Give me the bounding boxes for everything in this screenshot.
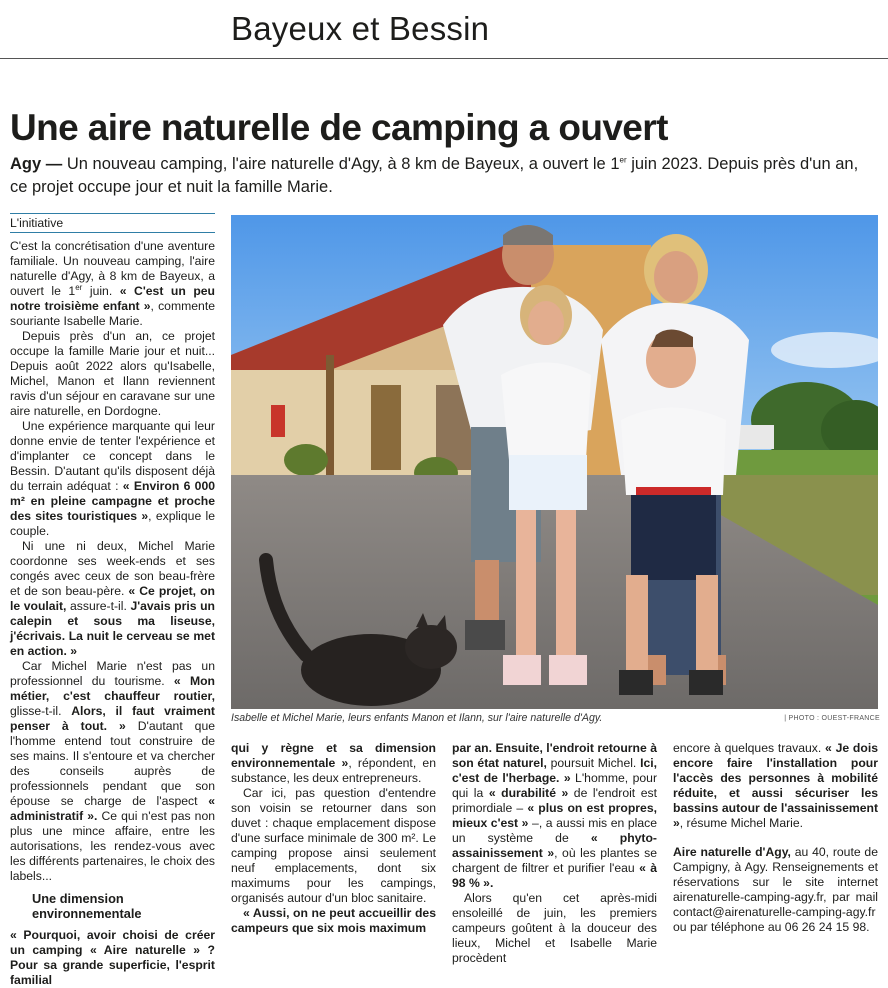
section-header (0, 0, 888, 59)
article-column-1 (10, 239, 215, 988)
col1-paragraph-3: Une expérience marquante qui leur donne envie de tenter l'expérience et d'implanter ce concept dans le Bessin. D'autant qu'ils disposent déjà du terrain adéquat : « Environ 6 000 m² en pleine campagne et proche des sites touristiques », explique le couple. (10, 419, 215, 538)
kicker-label: L'initiative (10, 213, 215, 233)
family-photo (231, 215, 878, 709)
col2-paragraph-3: « Aussi, on ne peut accueillir des campeurs que six mois maximum (231, 906, 436, 935)
article-column-2 (231, 741, 436, 936)
col2-paragraph-1: qui y règne et sa dimension environnementale », répondent, en substance, les deux entrepreneurs. (231, 741, 436, 785)
photo-caption: Isabelle et Michel Marie, leurs enfants Manon et Ilann, sur l'aire naturelle d'Agy. (231, 712, 603, 724)
article-lede (10, 153, 880, 199)
article-column-4 (673, 741, 878, 935)
lede-text-2: juin 2023. Depuis près d'un an, ce projet occupe jour et nuit la famille Marie. (10, 155, 859, 196)
col3-paragraph-1: par an. Ensuite, l'endroit retourne à son état naturel, poursuit Michel. Ici, c'est de l'herbage. » L'homme, pour qui la « durabilité » de l'endroit est primordiale – « plus on est propres, mieux c'est » –, a aussi mis en place un système de « phyto-assainissement », où les plantes se chargent de filtrer et purifier l'eau « à 98 % ». (452, 741, 658, 890)
col1-paragraph-5: Car Michel Marie n'est pas un professionnel du tourisme. « Mon métier, c'est chauffeur routier, glisse-t-il. Alors, il faut vraiment penser à tout. » D'autant que l'homme entend tout construire de ses mains. Il s'entoure et va chercher des conseils auprès de professionnels pendant que son épouse se charge de l'aspect « administratif ». Ce qui n'est pas non plus une mince affaire, entre les autorisations, les rendez-vous avec les différents partenaires, le choix des labels... (10, 659, 216, 883)
subhead-dimension: Une dimension environnementale (32, 891, 142, 921)
lede-place: Agy — (10, 155, 63, 173)
col1-paragraph-1: C'est la concrétisation d'une aventure familiale. Un nouveau camping, l'aire naturelle d'Agy, à 8 km de Bayeux, a ouvert le 1er juin. « C'est un peu notre troisième enfant », commente souriante Isabelle Marie. (10, 239, 215, 328)
photo-credit: | PHOTO : OUEST-FRANCE (784, 715, 880, 722)
col3-paragraph-2: Alors qu'en cet après-midi ensoleillé de juin, les premiers campeurs goûtent à la douceur des lieux, Michel et Isabelle Marie procèdent (452, 891, 657, 965)
col1-paragraph-2: Depuis près d'un an, ce projet occupe la famille Marie jour et nuit... Depuis août 2022 alors qu'Isabelle, Michel, Manon et Ilann reviennent ravis d'un séjour en caravane sur une aire naturelle, en Dordogne. (10, 329, 215, 418)
lede-text-1: Un nouveau camping, l'aire naturelle d'Agy, à 8 km de Bayeux, a ouvert le 1 (62, 155, 620, 173)
article-column-3 (452, 741, 657, 966)
col1-paragraph-6: « Pourquoi, avoir choisi de créer un camping « Aire naturelle » ? Pour sa grande superficie, l'esprit familial (10, 928, 215, 987)
col1-paragraph-4: Ni une ni deux, Michel Marie coordonne ses week-ends et ses congés avec ceux de son beau-frère et de son beau-père. « Ce projet, on le voulait, assure-t-il. J'avais pris un calepin et sous ma liseuse, j'écrivais. La nuit le cerveau se met en action. » (10, 539, 215, 658)
col2-paragraph-2: Car ici, pas question d'entendre son voisin se retourner dans son duvet : chaque emplacement dispose d'une surface minimale de 300 m². Le camping propose ainsi seulement neuf emplacements, dont six maximums pour les campings, organisés autour d'un bloc sanitaire. (231, 786, 436, 905)
lede-sup: er (619, 155, 627, 165)
article-headline: Une aire naturelle de camping a ouvert (10, 107, 668, 148)
col4-paragraph-1: encore à quelques travaux. « Je dois encore faire l'installation pour l'accès des personnes à mobilité réduite, et aussi sécuriser les bassins autour de l'assainissement », résume Michel Marie. (673, 741, 878, 830)
section-title: Bayeux et Bessin (231, 10, 490, 47)
practical-info: Aire naturelle d'Agy, au 40, route de Campigny, à Agy. Renseignements et réservations sur le site internet airenaturelle-camping-agy.fr, par mail contact@airenaturelle-camping-agy.fr ou par téléphone au 06 26 24 15 98. (673, 845, 878, 934)
